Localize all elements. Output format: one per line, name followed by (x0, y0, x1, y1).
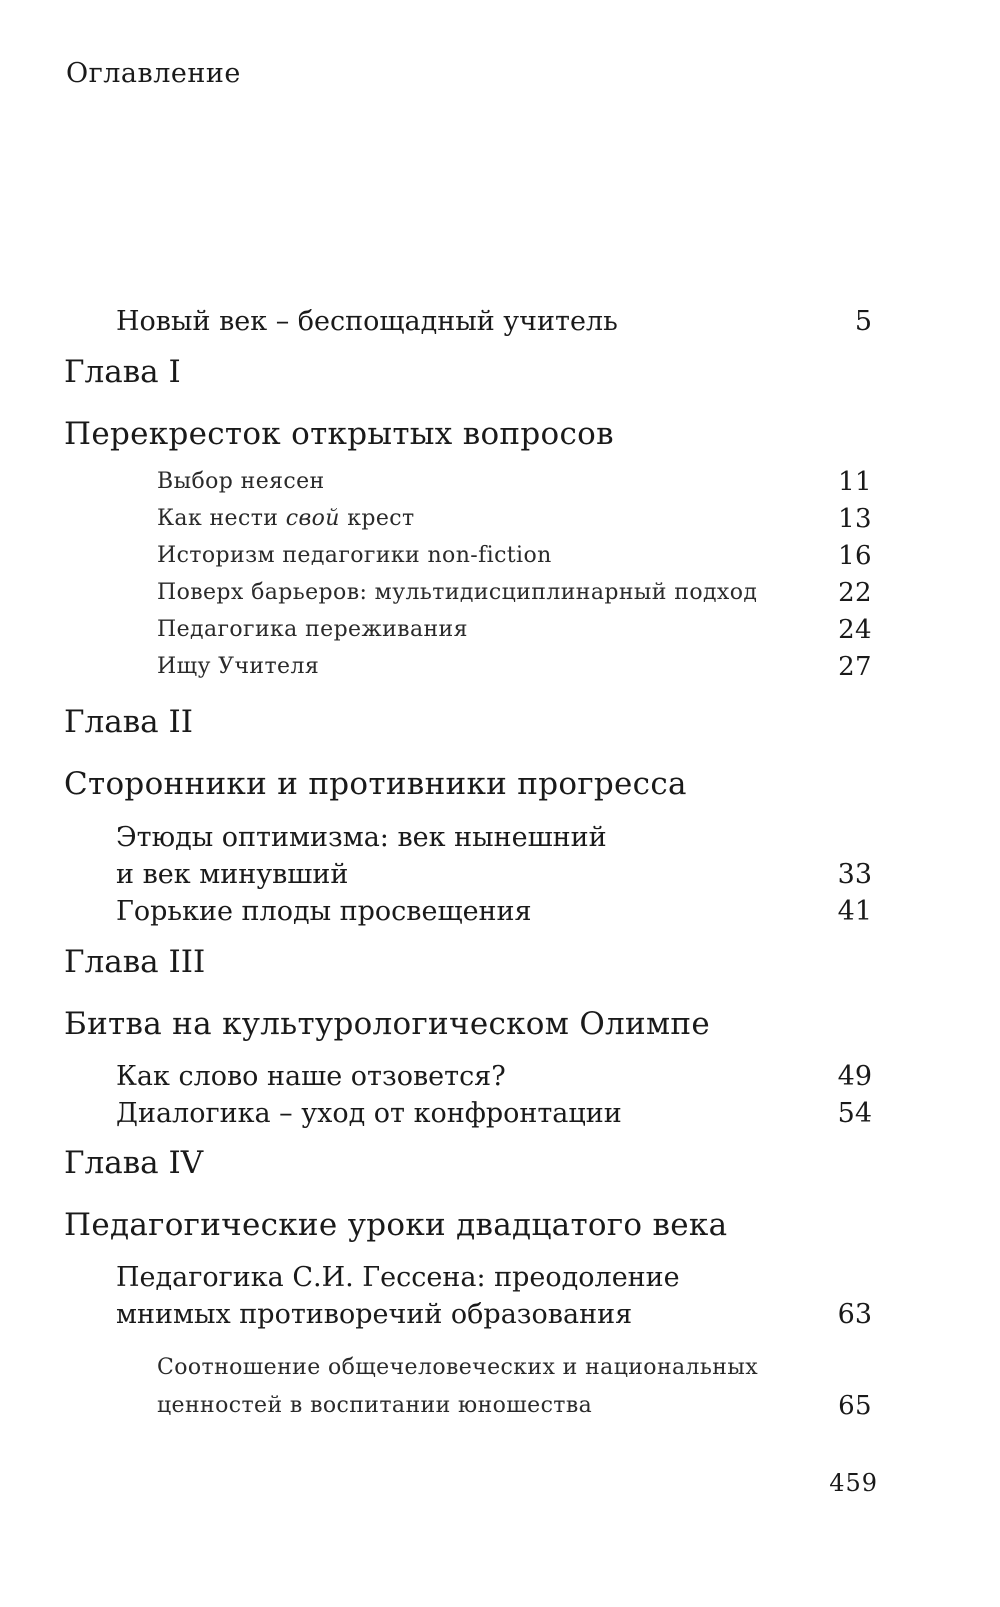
chapter-title: Педагогические уроки двадцатого века (64, 1207, 728, 1243)
toc-entry-title: Как слово наше отзовется? (116, 1061, 506, 1092)
toc-entry-page: 22 (838, 578, 872, 608)
toc-entry-page: 27 (838, 652, 872, 682)
toc-entry-page: 24 (838, 615, 872, 645)
chapter-label: Глава II (64, 704, 193, 740)
toc-entry-page: 33 (837, 859, 872, 890)
chapter-label: Глава III (64, 944, 206, 980)
toc-entry-page: 41 (837, 896, 872, 927)
toc-entry-title (157, 504, 415, 534)
toc-entry-page: 5 (854, 306, 872, 337)
chapter-label: Глава IV (64, 1145, 204, 1181)
toc-entry-title: Историзм педагогики non-fiction (157, 543, 552, 568)
toc-entry-title: Горькие плоды просвещения (116, 896, 532, 927)
running-head: Оглавление (66, 58, 241, 89)
toc-entry-title: Педагогика С.И. Гессена: преодоление (116, 1262, 680, 1293)
title-text: Как нести (157, 506, 286, 531)
title-text: крест (339, 506, 415, 531)
chapter-title: Битва на культурологическом Олимпе (64, 1006, 711, 1042)
toc-entry-page: 65 (838, 1391, 872, 1421)
chapter-label: Глава I (64, 354, 181, 390)
toc-entry-title: Диалогика – уход от конфронтации (116, 1098, 622, 1129)
toc-entry-title: Этюды оптимизма: век нынешний (116, 822, 607, 853)
toc-entry-title: Ищу Учителя (157, 654, 320, 679)
toc-entry-title: Выбор неясен (157, 469, 325, 494)
toc-entry-page: 16 (838, 541, 872, 571)
toc-entry-title: ценностей в воспитании юношества (157, 1393, 593, 1418)
toc-entry-page: 63 (837, 1299, 872, 1330)
chapter-title: Сторонники и противники прогресса (64, 766, 687, 802)
toc-entry-title: мнимых противоречий образования (116, 1299, 633, 1330)
title-emphasis: свой (285, 506, 340, 531)
toc-entry-title: и век минувший (116, 859, 349, 890)
toc-entry-page: 11 (838, 467, 872, 497)
toc-entry-title: Новый век – беспощадный учитель (116, 306, 618, 337)
toc-entry-page: 49 (837, 1061, 872, 1092)
page-number: 459 (829, 1469, 878, 1497)
toc-entry-page: 54 (837, 1098, 872, 1129)
toc-entry-title: Педагогика переживания (157, 617, 468, 642)
chapter-title: Перекресток открытых вопросов (64, 416, 614, 452)
toc-entry-title: Поверх барьеров: мультидисциплинарный подход (157, 580, 758, 605)
toc-entry-title: Соотношение общечеловеческих и национальных (157, 1355, 759, 1380)
toc-entry-page: 13 (838, 504, 872, 534)
